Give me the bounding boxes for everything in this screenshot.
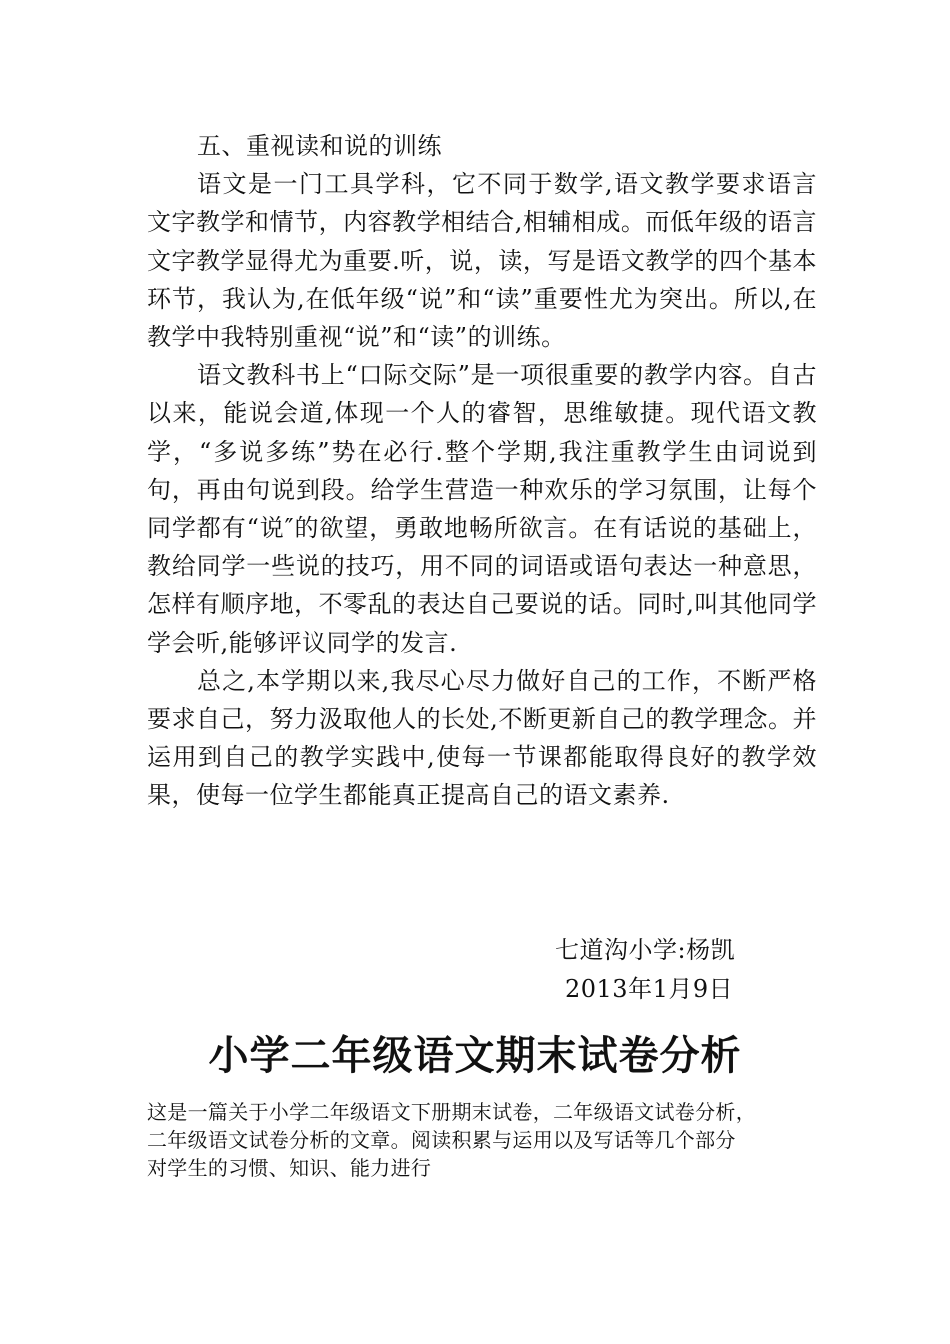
signature-name: 七道沟小学:杨凯 bbox=[555, 936, 736, 964]
summary-line-1: 这是一篇关于小学二年级语文下册期末试卷，二年级语文试卷分析， bbox=[147, 1100, 756, 1124]
summary-line-3: 对学生的习惯、知识、能力进行 bbox=[147, 1156, 432, 1180]
article-body bbox=[147, 127, 817, 815]
paragraph-2: 语文教科书上“口际交际”是一项很重要的教学内容。自古以来，能说会道,体现一个人的睿智，思维敏捷。现代语文教学，“多说多练”势在必行.整个学期,我注重教学生由词说到句，再由句说到段。给学生营造一种欢乐的学习氛围，让每个同学都有“说″的欲望，勇敢地畅所欲言。在有话说的基础上，教给同学一些说的技巧，用不同的词语或语句表达一种意思，怎样有顺序地，不零乱的表达自己要说的话。同时,叫其他同学学会听,能够评议同学的发言. bbox=[147, 361, 817, 657]
paragraph-1: 语文是一门工具学科，它不同于数学,语文教学要求语言文字教学和情节，内容教学相结合,相辅相成。而低年级的语言文字教学显得尤为重要.听，说，读，写是语文教学的四个基本环节，我认为,在低年级“说”和“读”重要性尤为突出。所以,在教学中我特别重视“说”和“读”的训练。 bbox=[147, 170, 817, 352]
paragraph-3: 总之,本学期以来,我尽心尽力做好自己的工作，不断严格要求自己，努力汲取他人的长处,不断更新自己的教学理念。并运用到自己的教学实践中,使每一节课都能取得良好的教学效果，使每一位学生都能真正提高自己的语文素养. bbox=[147, 666, 817, 810]
article-title: 小学二年级语文期末试卷分析 bbox=[208, 1033, 742, 1079]
summary-line-2: 二年级语文试卷分析的文章。阅读积累与运用以及写话等几个部分 bbox=[147, 1128, 736, 1152]
article-summary bbox=[147, 1098, 827, 1182]
signature-date: 2013年1月9日 bbox=[565, 975, 734, 1003]
section-heading: 五、重视读和说的训练 bbox=[197, 132, 442, 160]
